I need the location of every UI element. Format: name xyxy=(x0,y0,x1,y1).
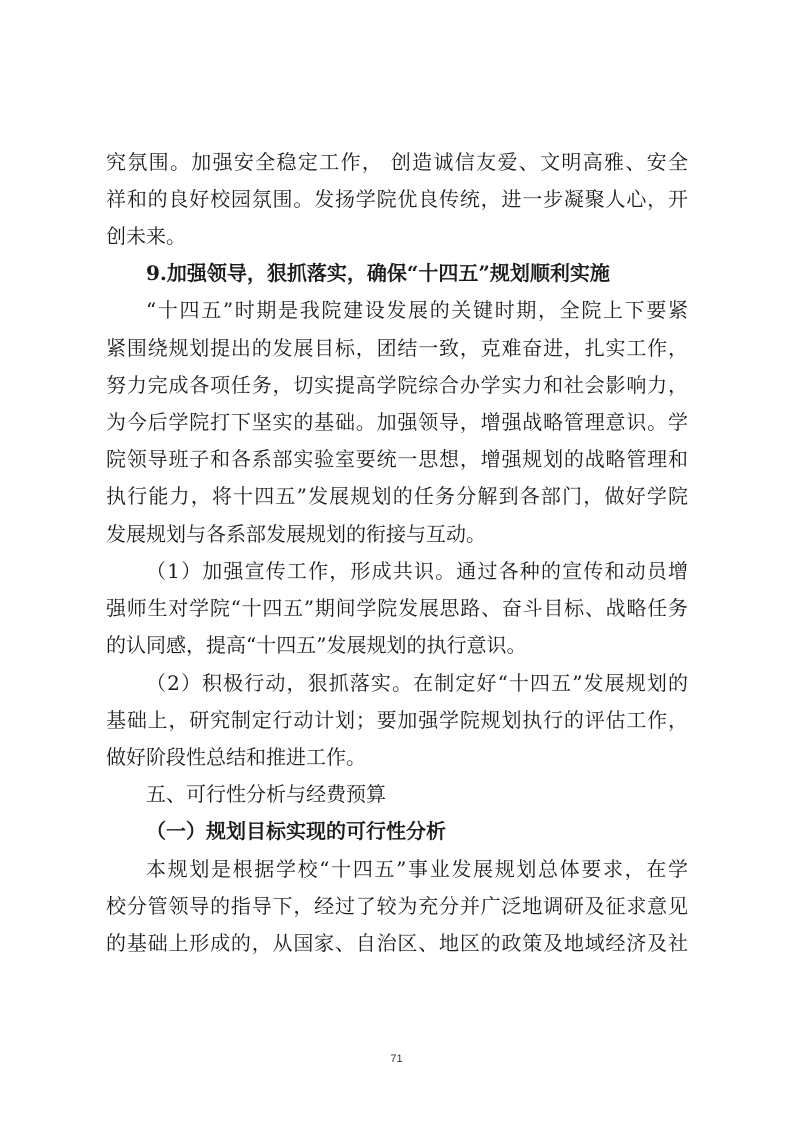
text-line: 创未来。 xyxy=(106,224,186,248)
text-line: 基础上，研究制定行动计划；要加强学院规划执行的评估工作， xyxy=(106,708,688,732)
text-line: 执行能力，将十四五”发展规划的任务分解到各部门，做好学院 xyxy=(106,484,688,508)
text-line: 为今后学院打下坚实的基础。加强领导，增强战略管理意识。学 xyxy=(106,410,688,434)
text-line: “十四五”时期是我院建设发展的关键时期，全院上下要紧 xyxy=(146,298,688,322)
text-line: 努力完成各项任务，切实提高学院综合办学实力和社会影响力， xyxy=(106,373,688,397)
text-line: （1）加强宣传工作，形成共识。通过各种的宣传和动员增 xyxy=(146,559,688,583)
text-line: 本规划是根据学校“十四五”事业发展规划总体要求，在学 xyxy=(146,857,688,881)
text-line: 究氛围。加强安全稳定工作， 创造诚信友爱、文明高雅、安全 xyxy=(106,150,688,174)
section-heading: 五、可行性分析与经费预算 xyxy=(146,782,386,806)
text-line: 校分管领导的指导下，经过了较为充分并广泛地调研及征求意见 xyxy=(106,894,688,918)
heading-9: 9.加强领导，狠抓落实，确保“十四五”规划顺利实施 xyxy=(146,261,610,285)
page-number: 71 xyxy=(390,1053,403,1065)
text-line: （2）积极行动，狠抓落实。在制定好“十四五”发展规划的 xyxy=(146,671,688,695)
text-line: 院领导班子和各系部实验室要统一思想，增强规划的战略管理和 xyxy=(106,447,688,471)
text-line: 强师生对学院“十四五”期间学院发展思路、奋斗目标、战略任务 xyxy=(106,596,688,620)
subsection-heading: （一）规划目标实现的可行性分析 xyxy=(146,819,446,843)
text-line: 祥和的良好校园氛围。发扬学院优良传统，进一步凝聚人心，开 xyxy=(106,187,688,211)
text-line: 做好阶段性总结和推进工作。 xyxy=(106,745,366,769)
text-line: 的基础上形成的，从国家、自治区、地区的政策及地域经济及社 xyxy=(106,931,688,955)
text-line: 的认同感，提高“十四五”发展规划的执行意识。 xyxy=(106,633,527,657)
text-line: 紧围绕规划提出的发展目标，团结一致，克难奋进，扎实工作， xyxy=(106,336,688,360)
text-line: 发展规划与各系部发展规划的衔接与互动。 xyxy=(106,522,486,546)
